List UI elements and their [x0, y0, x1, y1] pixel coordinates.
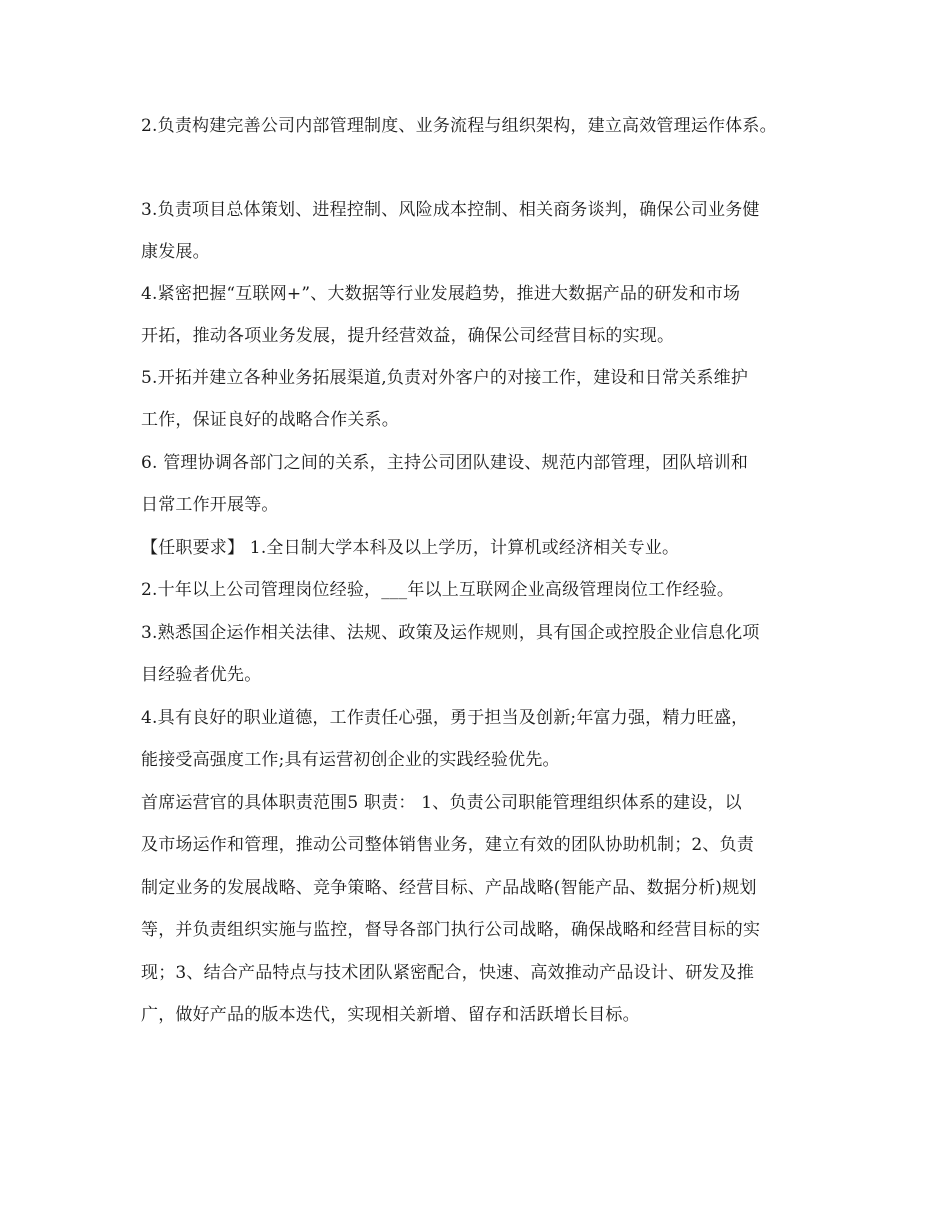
text-line: 2.十年以上公司管理岗位经验，___年以上互联网企业高级管理岗位工作经验。: [141, 580, 735, 600]
text-line: 4.紧密把握“互联网+”、大数据等行业发展趋势，推进大数据产品的研发和市场: [141, 284, 741, 304]
text-line: 现；3、结合产品特点与技术团队紧密配合，快速、高效推动产品设计、研发及推: [141, 963, 755, 983]
text-line: 2.负责构建完善公司内部管理制度、业务流程与组织架构，建立高效管理运作体系。: [141, 116, 777, 136]
text-line: 目经验者优先。: [141, 665, 262, 685]
text-line: 工作，保证良好的战略合作关系。: [141, 410, 399, 430]
text-line: 能接受高强度工作;具有运营初创企业的实践经验优先。: [141, 750, 560, 770]
text-line: 5.开拓并建立各种业务拓展渠道,负责对外客户的对接工作，建设和日常关系维护: [141, 368, 749, 388]
text-line: 3.负责项目总体策划、进程控制、风险成本控制、相关商务谈判，确保公司业务健: [141, 200, 760, 220]
text-line: 【任职要求】 1.全日制大学本科及以上学历，计算机或经济相关专业。: [141, 538, 680, 558]
text-line: 6. 管理协调各部门之间的关系，主持公司团队建设、规范内部管理，团队培训和: [141, 453, 749, 473]
text-line: 4.具有良好的职业道德，工作责任心强，勇于担当及创新;年富力强，精力旺盛，: [141, 708, 749, 728]
text-line: 3.熟悉国企运作相关法律、法规、政策及运作规则，具有国企或控股企业信息化项: [141, 623, 760, 643]
text-line: 制定业务的发展战略、竞争策略、经营目标、产品战略(智能产品、数据分析)规划: [141, 878, 757, 898]
text-line: 日常工作开展等。: [141, 495, 279, 515]
text-line: 及市场运作和管理，推动公司整体销售业务，建立有效的团队协助机制；2、负责: [141, 835, 755, 855]
text-line: 开拓，推动各项业务发展，提升经营效益，确保公司经营目标的实现。: [141, 326, 675, 346]
text-line: 等，并负责组织实施与监控，督导各部门执行公司战略，确保战略和经营目标的实: [141, 920, 761, 940]
text-line: 康发展。: [141, 242, 210, 262]
text-line: 广，做好产品的版本迭代，实现相关新增、留存和活跃增长目标。: [141, 1005, 640, 1025]
text-line: 首席运营官的具体职责范围5 职责： 1、负责公司职能管理组织体系的建设，以: [141, 793, 742, 813]
